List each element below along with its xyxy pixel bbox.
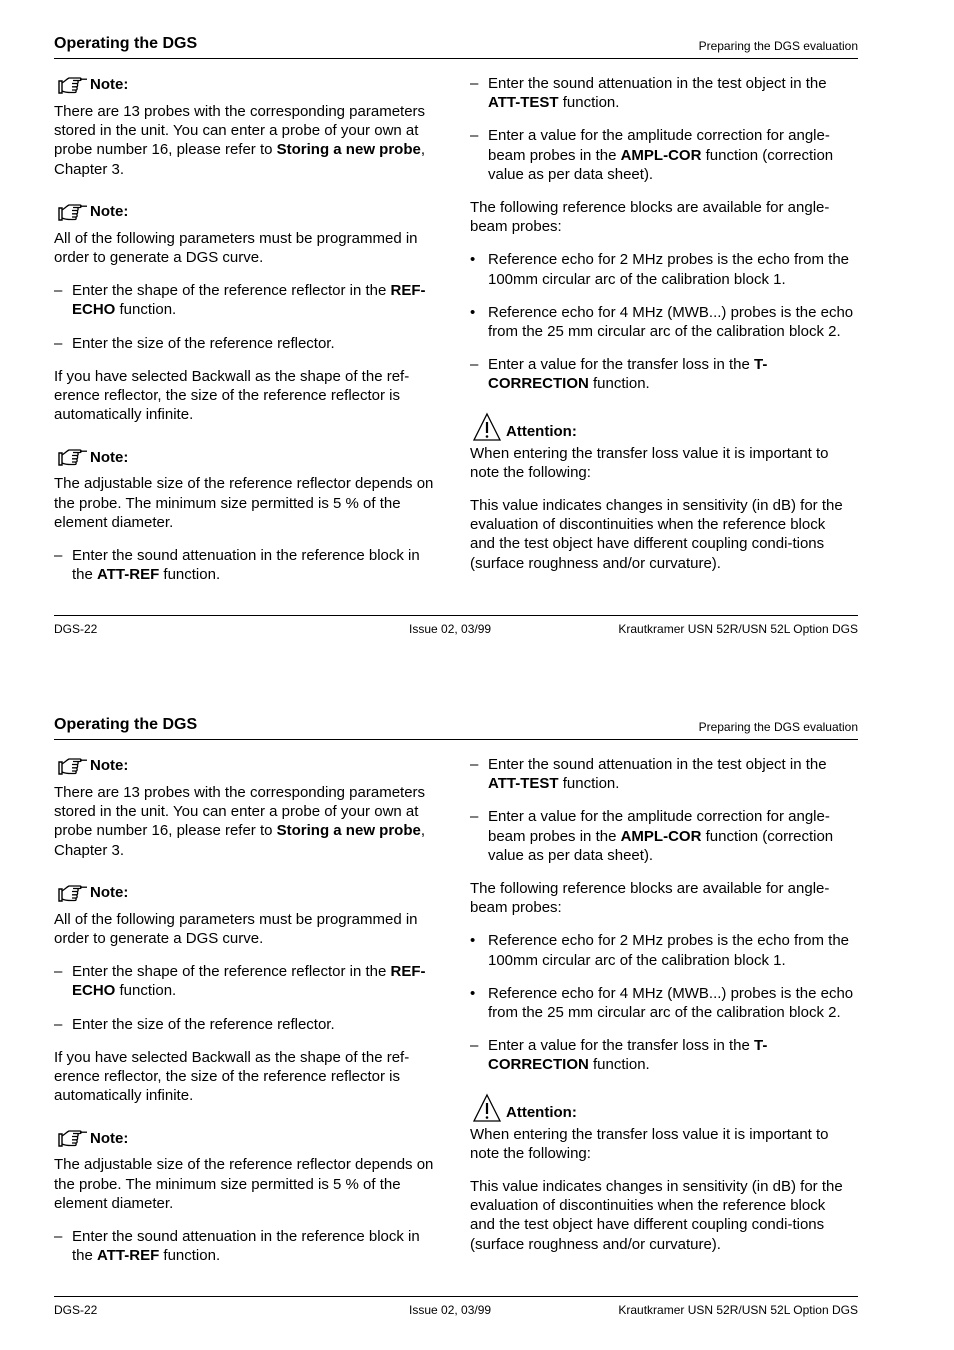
pointing-hand-icon <box>56 1128 90 1148</box>
list-item: – Enter the size of the reference reflector. <box>54 1015 335 1033</box>
note-text: All of the following parameters must be programmed in order to generate a DGS curve. <box>54 910 418 948</box>
note-text: The adjustable size of the reference reflector depends on the probe. The minimum size permitted is 5 % of the element diameter. <box>54 475 434 531</box>
footer-rule <box>54 615 858 616</box>
note-label: Note: <box>90 203 129 221</box>
left-column <box>54 755 442 1265</box>
note-label: Note: <box>90 1129 129 1147</box>
note-label: Note: <box>90 76 129 94</box>
list-item: – Enter the sound attenuation in the test object in the ATT-TEST function. <box>470 756 827 793</box>
page-number: DGS-22 <box>54 1303 98 1317</box>
header-rule <box>54 58 858 59</box>
list-item: – Enter a value for the transfer loss in the T-CORRECTION function. <box>470 1037 768 1074</box>
pointing-hand-icon <box>56 75 90 95</box>
issue-info: Issue 02, 03/99 <box>409 622 492 636</box>
bullet-item: • Reference echo for 4 MHz (MWB...) probes is the echo from the 25 mm circular arc of the calibration block 2. <box>470 303 854 341</box>
attention-label: Attention: <box>506 1104 577 1122</box>
paragraph: The following reference blocks are available for angle-beam probes: <box>470 199 830 236</box>
paragraph: If you have selected Backwall as the shape of the ref-erence reflector, the size of the reference reflector is automatically infinite. <box>54 1048 410 1105</box>
attention-heading <box>470 1093 854 1123</box>
list-item: – Enter the sound attenuation in the reference block in the ATT-REF function. <box>54 547 420 584</box>
page-bottom <box>0 681 954 1341</box>
list-item: – Enter a value for the amplitude correction for angle-beam probes in the AMPL-COR function (correction value as per data sheet). <box>470 808 834 864</box>
note-heading <box>54 201 442 223</box>
note-heading <box>54 882 442 904</box>
product-info: Krautkramer USN 52R/USN 52L Option DGS <box>618 622 858 636</box>
list-item: – Enter the shape of the reference reflector in the REF-ECHO function. <box>54 282 426 319</box>
issue-info: Issue 02, 03/99 <box>409 1303 492 1317</box>
page-title: Operating the DGS <box>54 35 198 52</box>
note-text: All of the following parameters must be programmed in order to generate a DGS curve. <box>54 229 418 267</box>
page-title: Operating the DGS <box>54 716 198 733</box>
note-heading <box>54 74 442 96</box>
pointing-hand-icon <box>56 883 90 903</box>
header-rule <box>54 739 858 740</box>
footer-rule <box>54 1296 858 1297</box>
right-column <box>470 74 854 573</box>
right-column <box>470 755 854 1254</box>
note-label: Note: <box>90 448 129 466</box>
note-heading <box>54 1127 442 1149</box>
pointing-hand-icon <box>56 202 90 222</box>
page-top <box>0 0 954 660</box>
note-label: Note: <box>90 884 129 902</box>
section-title: Preparing the DGS evaluation <box>698 720 858 734</box>
list-item: – Enter the shape of the reference reflector in the REF-ECHO function. <box>54 963 426 1000</box>
bullet-item: • Reference echo for 2 MHz probes is the echo from the 100mm circular arc of the calibration block 1. <box>470 932 850 969</box>
warning-triangle-icon <box>472 412 502 442</box>
note-text: There are 13 probes with the corresponding parameters stored in the unit. You can enter a probe of your own at probe number 16, please refer to Storing a new probe, Chapter 3. <box>54 784 426 859</box>
note-heading <box>54 755 442 777</box>
note-text: The adjustable size of the reference reflector depends on the probe. The minimum size permitted is 5 % of the element diameter. <box>54 1156 434 1212</box>
bullet-item: • Reference echo for 2 MHz probes is the echo from the 100mm circular arc of the calibration block 1. <box>470 251 850 288</box>
attention-text: When entering the transfer loss value it is important to note the following: <box>470 444 829 481</box>
list-item: – Enter the sound attenuation in the reference block in the ATT-REF function. <box>54 1228 420 1265</box>
note-text: There are 13 probes with the corresponding parameters stored in the unit. You can enter a probe of your own at probe number 16, please refer to Storing a new probe, Chapter 3. <box>54 103 426 178</box>
paragraph: If you have selected Backwall as the shape of the ref-erence reflector, the size of the reference reflector is automatically infinite. <box>54 367 410 424</box>
list-item: – Enter a value for the amplitude correction for angle-beam probes in the AMPL-COR function (correction value as per data sheet). <box>470 127 834 183</box>
pointing-hand-icon <box>56 447 90 467</box>
note-heading <box>54 446 442 468</box>
note-label: Note: <box>90 757 129 775</box>
list-item: – Enter a value for the transfer loss in the T-CORRECTION function. <box>470 356 768 393</box>
bullet-item: • Reference echo for 4 MHz (MWB...) probes is the echo from the 25 mm circular arc of the calibration block 2. <box>470 984 854 1022</box>
pointing-hand-icon <box>56 756 90 776</box>
list-item: – Enter the sound attenuation in the test object in the ATT-TEST function. <box>470 75 827 112</box>
page-number: DGS-22 <box>54 622 98 636</box>
warning-triangle-icon <box>472 1093 502 1123</box>
paragraph: The following reference blocks are available for angle-beam probes: <box>470 880 830 917</box>
product-info: Krautkramer USN 52R/USN 52L Option DGS <box>618 1303 858 1317</box>
attention-label: Attention: <box>506 423 577 441</box>
attention-text: When entering the transfer loss value it is important to note the following: <box>470 1125 829 1162</box>
paragraph: This value indicates changes in sensitivity (in dB) for the evaluation of discontinuities when the reference block and the test object have different coupling condi-tions (surface roughness and/or curvature). <box>470 497 843 572</box>
paragraph: This value indicates changes in sensitivity (in dB) for the evaluation of discontinuities when the reference block and the test object have different coupling condi-tions (surface roughness and/or curvature). <box>470 1178 843 1253</box>
section-title: Preparing the DGS evaluation <box>698 39 858 53</box>
list-item: – Enter the size of the reference reflector. <box>54 334 335 352</box>
left-column <box>54 74 442 584</box>
attention-heading <box>470 412 854 442</box>
